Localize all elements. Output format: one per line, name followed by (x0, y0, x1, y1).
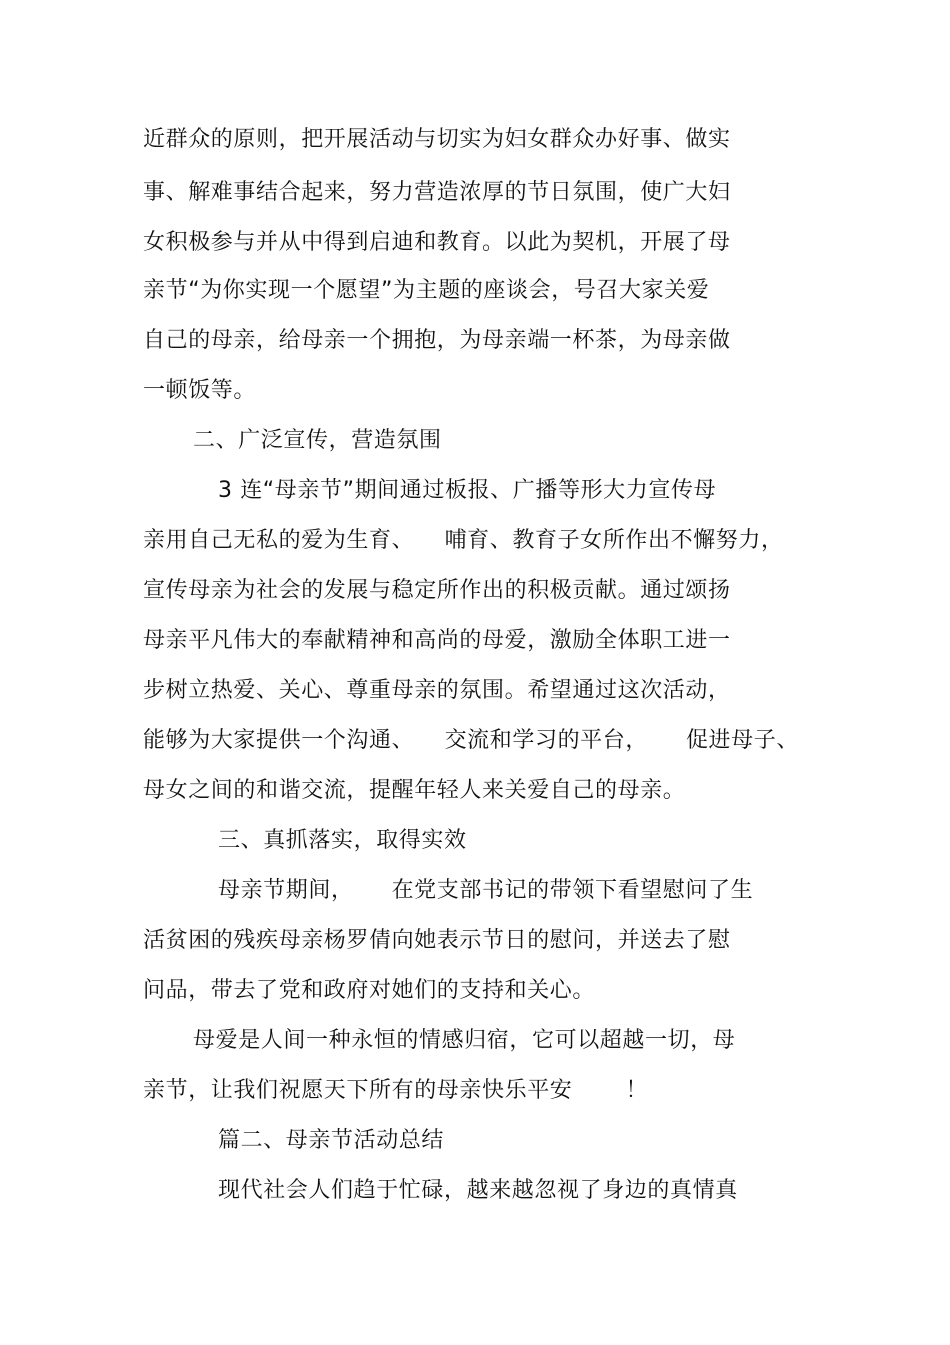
paragraph-line: 母亲平凡伟大的奉献精神和高尚的母爱，激励全体职工进一 (143, 628, 731, 653)
paragraph-line: 问品，带去了党和政府对她们的支持和关心。 (143, 978, 596, 1003)
paragraph-line: 一顿饭等。 (143, 378, 257, 403)
paragraph-line: 母亲节期间， 在党支部书记的带领下看望慰问了生 (218, 878, 754, 903)
section-heading: 二、广泛宣传，营造氛围 (193, 428, 442, 453)
paragraph-line: 现代社会人们趋于忙碌，越来越忽视了身边的真情真 (218, 1178, 738, 1203)
paragraph-line: 母女之间的和谐交流，提醒年轻人来关爱自己的母亲。 (143, 778, 686, 803)
paragraph-line: 活贫困的残疾母亲杨罗倩向她表示节日的慰问，并送去了慰 (143, 928, 731, 953)
paragraph-line: 步树立热爱、关心、尊重母亲的氛围。希望通过这次活动， (143, 678, 731, 703)
paragraph-line: 亲节“为你实现一个愿望”为主题的座谈会，号召大家关爱 (143, 278, 710, 303)
paragraph-line: 亲用自己无私的爱为生育、 哺育、教育子女所作出不懈努力， (143, 528, 784, 553)
paragraph-line: 母爱是人间一种永恒的情感归宿，它可以超越一切，母 (193, 1028, 736, 1053)
paragraph-line: 宣传母亲为社会的发展与稳定所作出的积极贡献。通过颂扬 (143, 578, 731, 603)
paragraph-line: 女积极参与并从中得到启迪和教育。以此为契机，开展了母 (143, 230, 731, 255)
paragraph-line: 自己的母亲，给母亲一个拥抱，为母亲端一杯茶，为母亲做 (143, 328, 731, 353)
paragraph-line: 事、解难事结合起来，努力营造浓厚的节日氛围，使广大妇 (143, 180, 731, 205)
paragraph-line: 3 连“母亲节”期间通过板报、广播等形大力宣传母 (218, 478, 717, 503)
section-heading: 篇二、母亲节活动总结 (218, 1128, 445, 1153)
paragraph-line: 亲节，让我们祝愿天下所有的母亲快乐平安 ！ (143, 1078, 649, 1103)
paragraph-line: 近群众的原则，把开展活动与切实为妇女群众办好事、做实 (143, 127, 731, 152)
paragraph-line: 能够为大家提供一个沟通、 交流和学习的平台， 促进母子、 (143, 728, 799, 753)
section-heading: 三、真抓落实，取得实效 (218, 828, 467, 853)
